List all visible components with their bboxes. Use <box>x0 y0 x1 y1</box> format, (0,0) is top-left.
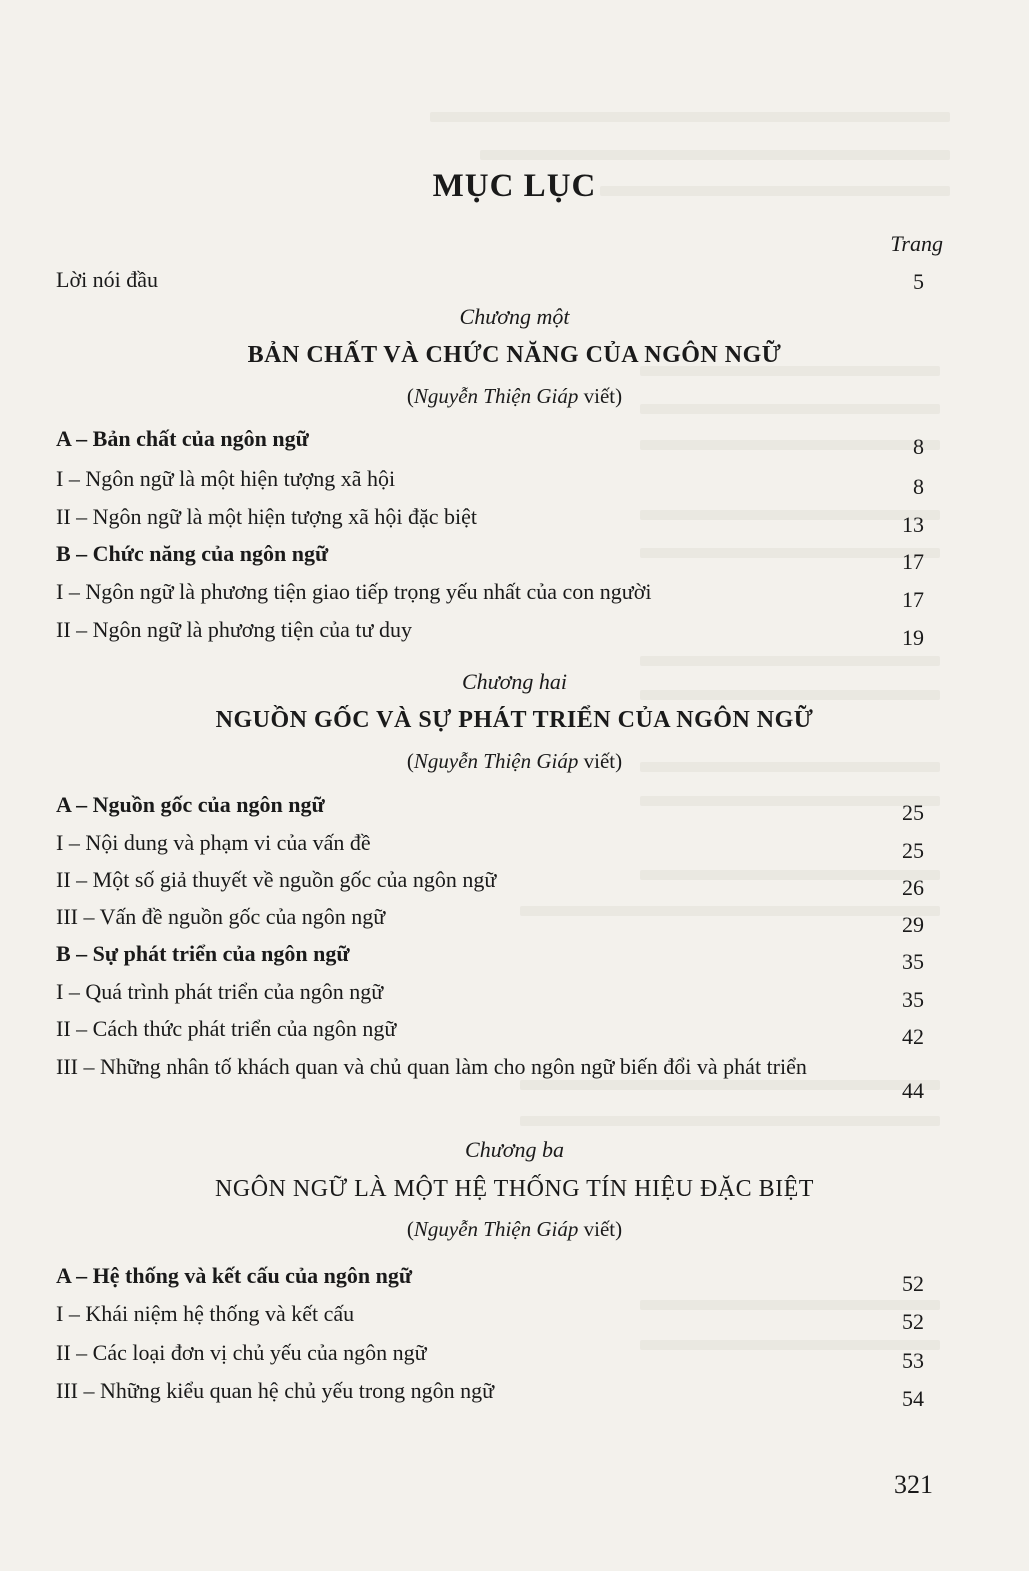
toc-entry[interactable] <box>56 978 924 1012</box>
toc-entry-page: 35 <box>902 949 924 974</box>
chapter-3-author: (Nguyễn Thiện Giáp viết) <box>406 1217 623 1241</box>
toc-entry-label: II – Các loại đơn vị chủ yếu của ngôn ngữ <box>56 1340 427 1365</box>
toc-entry[interactable] <box>56 540 924 574</box>
toc-entry-label: III – Vấn đề nguồn gốc của ngôn ngữ <box>56 904 386 929</box>
author-name: Nguyễn Thiện Giáp <box>413 749 579 773</box>
toc-entry-page: 26 <box>902 875 924 900</box>
toc-entry-page: 52 <box>902 1309 924 1334</box>
chapter-1-title: BẢN CHẤT VÀ CHỨC NĂNG CỦA NGÔN NGỮ <box>247 342 782 368</box>
toc-entry-page: 52 <box>902 1271 924 1296</box>
chapter-2-title: NGUỒN GỐC VÀ SỰ PHÁT TRIỂN CỦA NGÔN NGỮ <box>215 707 814 733</box>
toc-entry-page: 25 <box>902 838 924 863</box>
chapter-3-title: NGÔN NGỮ LÀ MỘT HỆ THỐNG TÍN HIỆU ĐẶC BIỆT <box>215 1176 814 1202</box>
toc-entry-page: 54 <box>902 1386 924 1411</box>
toc-entry[interactable] <box>56 503 924 537</box>
toc-entry[interactable] <box>56 866 924 900</box>
toc-entry-page: 5 <box>913 269 924 294</box>
toc-entry[interactable] <box>56 791 924 825</box>
toc-entry-label: A – Nguồn gốc của ngôn ngữ <box>56 792 325 817</box>
toc-entry-label: I – Quá trình phát triển của ngôn ngữ <box>56 979 384 1004</box>
toc-entry[interactable] <box>56 425 924 459</box>
toc-entry[interactable] <box>56 1377 924 1411</box>
toc-entry[interactable] <box>56 1300 924 1334</box>
author-name: Nguyễn Thiện Giáp <box>413 1217 579 1241</box>
toc-entry-label: A – Bản chất của ngôn ngữ <box>56 426 309 451</box>
author-suffix: viết) <box>578 1217 623 1241</box>
toc-entry-intro[interactable] <box>56 266 924 294</box>
toc-entry-label: A – Hệ thống và kết cấu của ngôn ngữ <box>56 1263 413 1288</box>
page-column-header: Trang <box>890 231 943 256</box>
toc-entry-label: I – Ngôn ngữ là một hiện tượng xã hội <box>56 466 396 491</box>
toc-entry[interactable] <box>56 465 924 499</box>
toc-entry-label: B – Sự phát triển của ngôn ngữ <box>56 941 350 966</box>
toc-entry-page: 29 <box>902 912 924 937</box>
toc-entry-page: 17 <box>902 587 924 612</box>
chapter-2-number: Chương hai <box>461 669 568 694</box>
page-number: 321 <box>894 1470 933 1499</box>
toc-entry-page: 35 <box>902 987 924 1012</box>
chapter-2-author: (Nguyễn Thiện Giáp viết) <box>406 749 623 773</box>
toc-entry-label: I – Ngôn ngữ là phương tiện giao tiếp trọng yếu nhất của con người <box>56 579 652 604</box>
chapter-1-author: (Nguyễn Thiện Giáp viết) <box>406 384 623 408</box>
toc-entry-page: 42 <box>902 1024 924 1049</box>
toc-entry[interactable] <box>56 940 924 974</box>
chapter-3-number: Chương ba <box>465 1137 564 1162</box>
toc-entry-label: I – Nội dung và phạm vi của vấn đề <box>56 830 371 855</box>
toc-entry-label: B – Chức năng của ngôn ngữ <box>56 541 329 566</box>
toc-entry-page: 53 <box>902 1348 924 1373</box>
toc-entry-label: II – Ngôn ngữ là phương tiện của tư duy <box>56 617 412 642</box>
toc-entry-page: 19 <box>902 625 924 650</box>
toc-entry[interactable] <box>56 829 924 863</box>
author-suffix: viết) <box>578 749 623 773</box>
toc-entry[interactable] <box>56 1053 924 1109</box>
toc-entry-label: Lời nói đầu <box>56 267 159 292</box>
author-name: Nguyễn Thiện Giáp <box>413 384 579 408</box>
page-title: MỤC LỤC <box>432 168 597 204</box>
toc-entry-page: 17 <box>902 549 924 574</box>
toc-entry-label: III – Những nhân tố khách quan và chủ quan làm cho ngôn ngữ biến đổi và phát triển <box>56 1054 807 1079</box>
toc-entry-page: 8 <box>913 434 924 459</box>
toc-entry-page: 8 <box>913 474 924 499</box>
toc-entry-page: 25 <box>902 800 924 825</box>
author-suffix: viết) <box>578 384 623 408</box>
toc-entry[interactable] <box>56 1015 924 1049</box>
toc-entry-label: I – Khái niệm hệ thống và kết cấu <box>56 1301 355 1326</box>
toc-entry[interactable] <box>56 903 924 937</box>
toc-entry[interactable] <box>56 1262 924 1296</box>
chapter-1-number: Chương một <box>459 304 570 329</box>
toc-entry-label: II – Ngôn ngữ là một hiện tượng xã hội đặc biệt <box>56 504 478 529</box>
toc-entry-label: III – Những kiểu quan hệ chủ yếu trong ngôn ngữ <box>56 1378 495 1403</box>
toc-entry[interactable] <box>56 616 924 650</box>
toc-entry-page: 44 <box>902 1078 924 1103</box>
toc-entry-page: 13 <box>902 512 924 537</box>
toc-entry-label: II – Một số giả thuyết về nguồn gốc của ngôn ngữ <box>56 867 497 892</box>
toc-entry[interactable] <box>56 578 924 612</box>
toc-entry-label: II – Cách thức phát triển của ngôn ngữ <box>56 1016 397 1041</box>
toc-entry[interactable] <box>56 1339 924 1373</box>
